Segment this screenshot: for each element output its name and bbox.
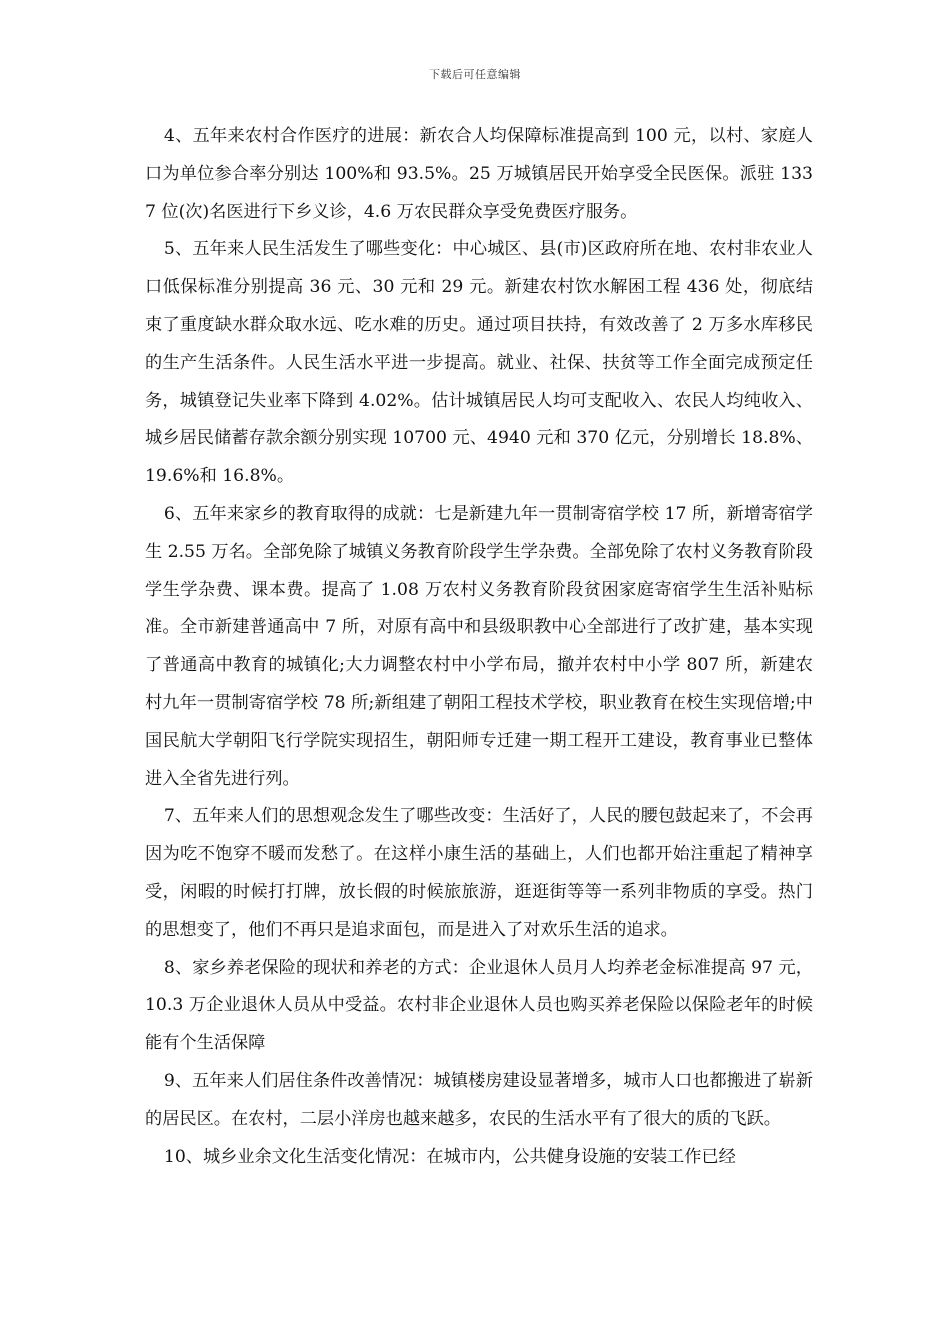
paragraph-pension: 8、家乡养老保险的现状和养老的方式：企业退休人员月人均养老金标准提高 97 元，10.3 万企业退休人员从中受益。农村非企业退休人员也购买养老保险以保险老年的时候能有个生活保障 — [145, 957, 813, 1054]
paragraph-ideology: 7、五年来人们的思想观念发生了哪些改变：生活好了，人民的腰包鼓起来了，不会再因为吃不饱穿不暖而发愁了。在这样小康生活的基础上，人们也都开始注重起了精神享受，闲暇的时候打打牌，放长假的时候旅旅游，逛逛街等等一系列非物质的享受。热门的思想变了，他们不再只是追求面包，而是进入了对欢乐生活的追求。 — [145, 806, 813, 940]
paragraph-education: 6、五年来家乡的教育取得的成就：七是新建九年一贯制寄宿学校 17 所，新增寄宿学生 2.55 万名。全部免除了城镇义务教育阶段学生学杂费。全部免除了农村义务教育阶段学生学杂费、课本费。提高了 1.08 万农村义务教育阶段贫困家庭寄宿学生生活补贴标准。全市新建普通高中 7 所，对原有高中和县级职教中心全部进行了改扩建，基本实现了普通高中教育的城镇化;大力调整农村中小学布局，撤并农村中小学 807 所，新建农村九年一贯制寄宿学校 78 所;新组建了朝阳工程技术学校，职业教育在校生实现倍增;中国民航大学朝阳飞行学院实现招生，朝阳师专迁建一期工程开工建设，教育事业已整体进入全省先进行列。 — [145, 503, 813, 789]
paragraph-housing: 9、五年来人们居住条件改善情况：城镇楼房建设显著增多，城市人口也都搬进了崭新的居民区。在农村，二层小洋房也越来越多，农民的生活水平有了很大的质的飞跃。 — [145, 1070, 813, 1129]
paragraph-rural-medical: 4、五年来农村合作医疗的进展：新农合人均保障标准提高到 100 元，以村、家庭人口为单位参合率分别达 100%和 93.5%。25 万城镇居民开始享受全民医保。派驻 1337 位(次)名医进行下乡义诊，4.6 万农民群众享受免费医疗服务。 — [145, 126, 813, 222]
paragraph-living-changes: 5、五年来人民生活发生了哪些变化：中心城区、县(市)区政府所在地、农村非农业人口低保标准分别提高 36 元、30 元和 29 元。新建农村饮水解困工程 436 处，彻底结束了重度缺水群众取水远、吃水难的历史。通过项目扶持，有效改善了 2 万多水库移民的生产生活条件。人民生活水平进一步提高。就业、社保、扶贫等工作全面完成预定任务，城镇登记失业率下降到 4.02%。估计城镇居民人均可支配收入、农民人均纯收入、城乡居民储蓄存款余额分别实现 10700 元、4940 元和 370 亿元，分别增长 18.8%、19.6%和 16.8%。 — [145, 239, 813, 487]
paragraph-culture: 10、城乡业余文化生活变化情况：在城市内，公共健身设施的安装工作已经 — [163, 1146, 736, 1167]
document-body — [145, 118, 813, 1176]
page-header: 下载后可任意编辑 — [429, 68, 521, 81]
